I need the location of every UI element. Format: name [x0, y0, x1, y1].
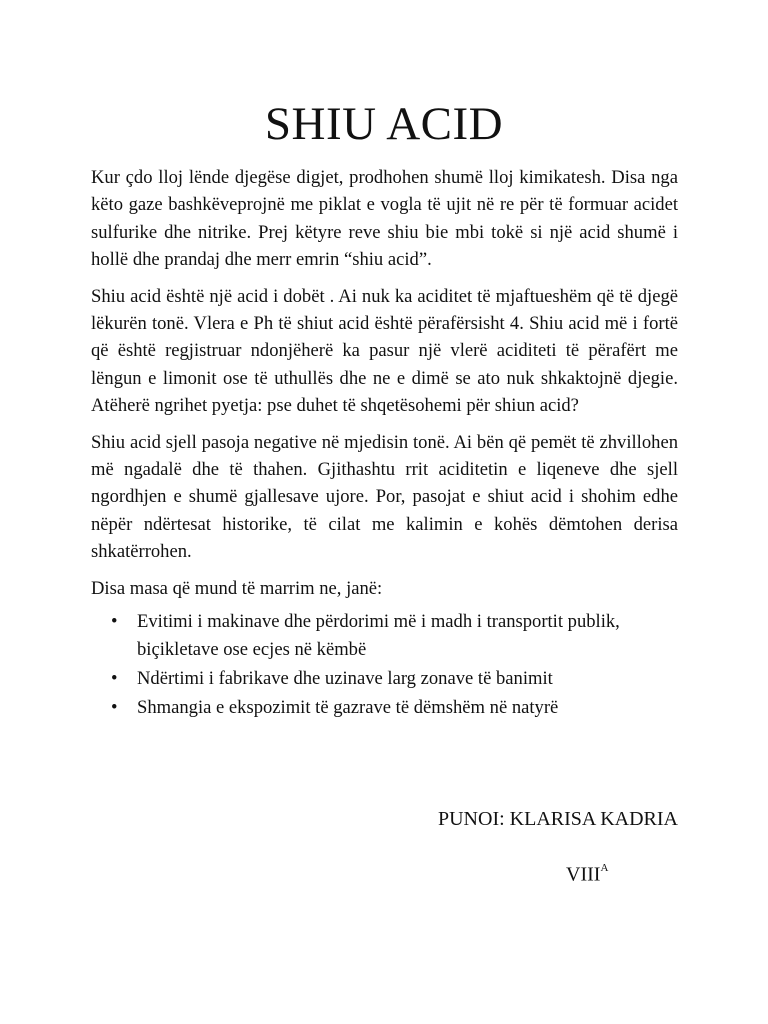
bullet-icon: •	[111, 611, 118, 633]
document-body	[91, 164, 678, 724]
grade-text: VIII	[566, 863, 601, 886]
document-title: SHIU ACID	[264, 98, 504, 150]
measures-intro: Disa masa që mund të marrim ne, janë:	[91, 577, 383, 599]
list-item-text: Ndërtimi i fabrikave dhe uzinave larg zonave të banimit	[137, 667, 553, 689]
list-item	[111, 608, 678, 663]
grade-superscript: A	[600, 862, 609, 874]
author-signature: PUNOI: KLARISA KADRIA	[437, 808, 678, 830]
list-item	[111, 665, 678, 692]
measures-list	[91, 608, 678, 722]
class-grade	[566, 855, 608, 890]
list-item	[111, 694, 678, 721]
list-item-text: Evitimi i makinave dhe përdorimi më i madh i transportit publik, biçikletave ose ecjes në këmbë	[137, 611, 620, 660]
paragraph-1: Kur çdo lloj lënde djegëse digjet, prodhohen shumë lloj kimikatesh. Disa nga këto gaze bashkëveprojnë me piklat e vogla të ujit në re për të formuar acidet sulfurike dhe nitrike. Prej këtyre reve shiu bie mbi tokë si një acid shumë i hollë dhe prandaj dhe merr emrin “shiu acid”.	[91, 167, 678, 271]
list-item-text: Shmangia e ekspozimit të gazrave të dëmshëm në natyrë	[137, 697, 559, 719]
paragraph-3: Shiu acid sjell pasoja negative në mjedisin tonë. Ai bën që pemët të zhvillohen më ngadalë dhe të thahen. Gjithashtu rrit aciditetin e liqeneve dhe sjell ngordhjen e shumë gjallesave ujore. Por, pasojat e shiut acid i shohim edhe nëpër ndërtesat historike, të cilat me kalimin e kohës dëmtohen derisa shkatërrohen.	[91, 431, 678, 563]
bullet-icon: •	[111, 697, 118, 719]
bullet-icon: •	[111, 667, 118, 689]
paragraph-2: Shiu acid është një acid i dobët . Ai nuk ka aciditet të mjaftueshëm që të djegë lëkurën tonë. Vlera e Ph të shiut acid është përafërsisht 4. Shiu acid më i fortë që është regjistruar ndonjëherë ka pasur një vlerë aciditeti të përafërt me lëngun e limonit ose të uthullës dhe ne e dimë se ato nuk shkaktojnë djegie. Atëherë ngrihet pyetja: pse duhet të shqetësohemi për shiun acid?	[91, 285, 678, 417]
